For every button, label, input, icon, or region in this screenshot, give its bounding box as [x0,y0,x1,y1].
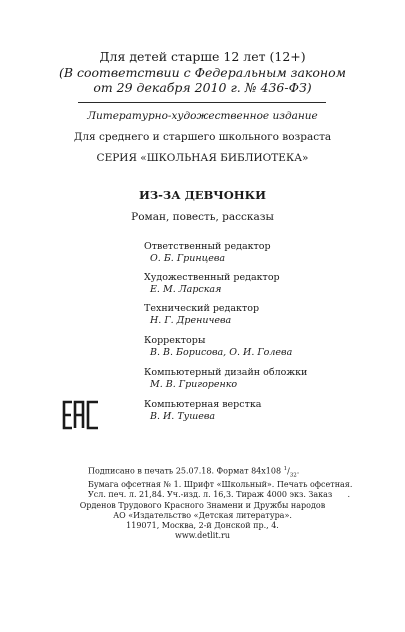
series-name: СЕРИЯ «ШКОЛЬНАЯ БИБЛИОТЕКА» [96,152,309,164]
credit-label: Технический редактор [144,303,260,314]
age-rating-line-1: Для детей старше 12 лет (12+) [99,49,306,64]
edition-type: Литературно-художественное издание [87,110,318,122]
credit-managing-editor [144,238,271,265]
publisher-line-1: Орденов Трудового Красного Знамени и Дружбы народов [79,501,326,510]
credit-label: Компьютерный дизайн обложки [144,367,308,378]
credit-name: О. Б. Гринцева [150,253,226,264]
credit-layout [144,396,261,423]
credit-art-editor [144,269,280,296]
publisher-website: www.detlit.ru [174,531,231,540]
divider [78,102,326,103]
imprint-line-1: Подписано в печать 25.07.18. Формат 84x108 $^1/_{32}$. [88,466,300,479]
imprint-format: Подписано в печать 25.07.18. Формат 84x108 [88,466,284,476]
book-genre: Роман, повесть, рассказы [131,211,274,223]
credit-name: Е. М. Ларская [150,284,222,295]
imprint-period: . [296,466,300,476]
publisher-line-2: АО «Издательство «Детская литература». [113,511,292,520]
imprint-line-2: Бумага офсетная № 1. Шрифт «Школьный». Печать офсетная. [88,480,353,490]
credit-label: Художественный редактор [144,272,280,283]
imprint-block [88,464,352,500]
format-fraction-denominator: 32 [289,472,297,479]
credit-label: Компьютерная верстка [144,399,262,410]
book-title: ИЗ-ЗА ДЕВЧОНКИ [138,188,267,202]
credit-name: В. И. Тушева [150,411,216,422]
audience: Для среднего и старшего школьного возраста [73,131,332,143]
imprint-line-3: Усл. печ. л. 21,84. Уч.-изд. л. 16,3. Тираж 4000 экз. Заказ . [88,490,351,500]
credit-cover-design [144,364,307,391]
credit-label: Ответственный редактор [144,241,271,252]
credit-label: Корректоры [144,335,206,346]
format-fraction-numerator: 1 [283,466,288,472]
credit-name: М. В. Григоренко [150,379,238,390]
age-rating-line-2: (В соответствии с Федеральным законом [58,65,347,80]
publisher-address: 119071, Москва, 2-й Донской пр., 4. [126,521,279,530]
age-rating-line-3: от 29 декабря 2010 г. № 436-ФЗ) [93,80,312,95]
credit-name: Н. Г. Дреничева [150,315,232,326]
credit-technical-editor [144,300,259,327]
credit-name: В. В. Борисова, О. И. Голева [150,347,293,358]
credit-proofreaders [144,332,292,359]
eac-certification-mark [62,400,102,430]
